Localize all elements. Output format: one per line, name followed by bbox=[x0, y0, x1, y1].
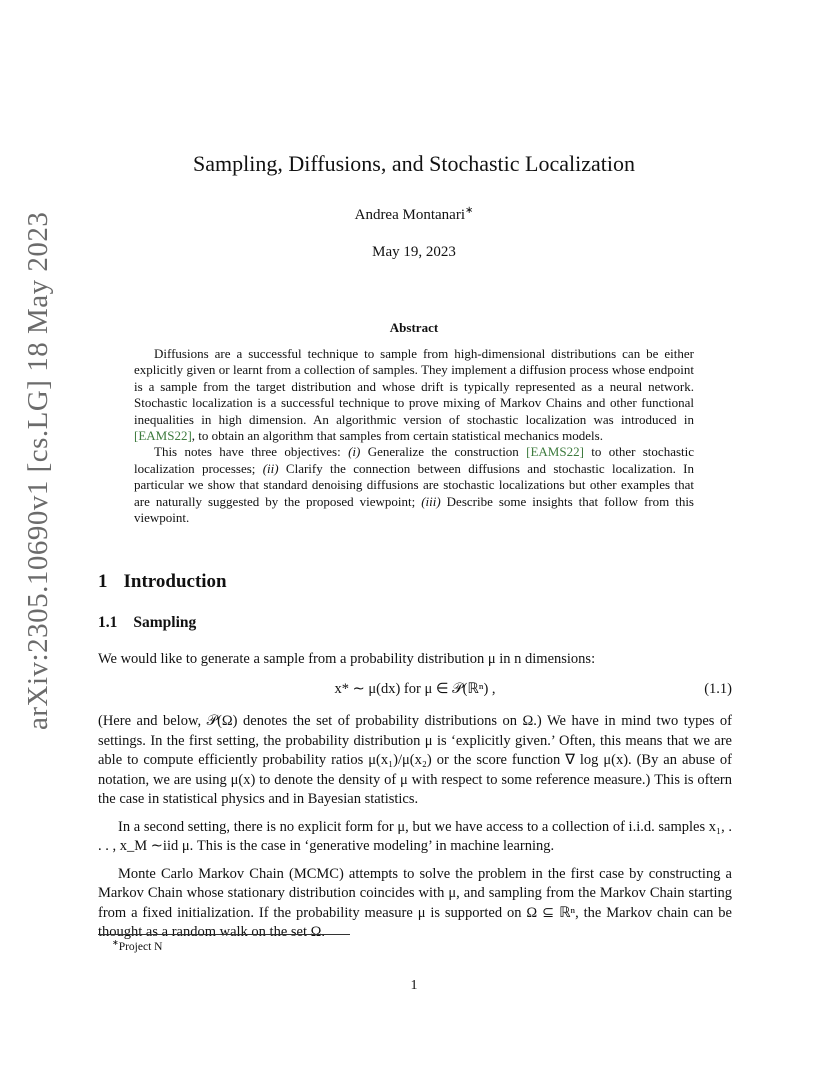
objective-marker: (iii) bbox=[421, 493, 441, 509]
subsection-heading-sampling bbox=[98, 614, 196, 632]
footnote-mark: ∗ bbox=[112, 938, 119, 947]
footnote-divider bbox=[98, 934, 350, 935]
citation-link[interactable]: [EAMS22] bbox=[134, 428, 192, 444]
objective-marker: (ii) bbox=[262, 460, 279, 476]
subsection-number: 1.1 bbox=[98, 614, 118, 631]
section-heading-introduction bbox=[98, 571, 227, 593]
paragraph-text: We would like to generate a sample from a probability distribution μ in n dimensions: bbox=[98, 651, 596, 667]
abstract-text: to other stochastic localization processes; bbox=[134, 444, 695, 476]
abstract-text: Clarify the connection between diffusions and stochastic localization. In particular we show that standard denoising diffusions are stochastic localizations but other examples that are naturally suggested by the proposed viewpoint; bbox=[134, 460, 694, 509]
abstract-text: , to obtain an algorithm that samples from certain statistical mechanics models. bbox=[191, 428, 603, 444]
abstract-heading: Abstract bbox=[389, 320, 439, 335]
abstract-text: Generalize the construction bbox=[360, 444, 527, 460]
citation-link[interactable]: [EAMS22] bbox=[526, 444, 584, 460]
footnote-text: Project N bbox=[118, 940, 163, 953]
section-number: 1 bbox=[98, 571, 108, 592]
author-name: Andrea Montanari bbox=[354, 207, 465, 223]
author-footnote-mark: ∗ bbox=[465, 205, 474, 216]
abstract-text: This notes have three objectives: bbox=[154, 444, 349, 460]
equation-body: x* ∼ μ(dx) for μ ∈ 𝒫(ℝⁿ) , bbox=[334, 681, 496, 697]
abstract-paragraph-1 bbox=[134, 346, 694, 444]
arxiv-sidebar-stamp: arXiv:2305.10690v1 [cs.LG] 18 May 2023 bbox=[22, 211, 54, 730]
body-paragraph-3: In a second setting, there is no explicit form for μ, but we have access to a collection of i.i.d. samples x₁, . . . , x_M ∼iid μ. This is the case in ‘generative modeling’ in machine learning. bbox=[98, 818, 732, 854]
body-text-block bbox=[98, 712, 732, 951]
section-title: Introduction bbox=[123, 571, 227, 592]
objective-marker: (i) bbox=[348, 444, 361, 460]
body-paragraph-1 bbox=[98, 650, 732, 678]
subsection-title: Sampling bbox=[133, 614, 197, 631]
body-paragraph-4: Monte Carlo Markov Chain (MCMC) attempts to solve the problem in the first case by constructing a Markov Chain whose stationary distribution coincides with μ, and sampling from the Markov Chain starting from a fixed initialization. If the probability measure μ is supported on Ω ⊆ ℝⁿ, the Markov chain can be thought as a random walk on the set Ω. bbox=[98, 865, 732, 940]
abstract-text: Describe some insights that follow from this viewpoint. bbox=[134, 493, 694, 526]
paper-title: Sampling, Diffusions, and Stochastic Localization bbox=[193, 151, 635, 176]
footnote bbox=[112, 938, 162, 953]
page-number: 1 bbox=[410, 978, 418, 993]
body-paragraph-2: (Here and below, 𝒫(Ω) denotes the set of probability distributions on Ω.) We have in mind two types of settings. In the first setting, the probability distribution μ is ‘explicitly given.’ Often, this means that we are able to compute efficiently probability ratios μ(x₁)/μ(x₂) or the score function ∇ log μ(x). (By an abuse of notation, we are using μ(x) to denote the density of μ with respect to some reference measure.) This is oftern the case in statistical physics and in Bayesian statistics. bbox=[98, 713, 732, 807]
paper-date: May 19, 2023 bbox=[372, 244, 456, 260]
author-line bbox=[0, 205, 828, 224]
abstract-paragraph-2 bbox=[134, 444, 694, 526]
abstract-text: Diffusions are a successful technique to sample from high-dimensional distributions can be either explicitly given or learnt from a collection of samples. They implement a diffusion process whose endpoint is a sample from the target distribution and whose drift is typically represented as a neural network. Stochastic localization is a successful technique to prove mixing of Markov Chains and other functional inequalities in high dimension. An algorithmic version of stochastic localization was introduced in bbox=[134, 346, 694, 427]
equation-number: (1.1) bbox=[704, 681, 732, 697]
abstract-body bbox=[134, 346, 694, 526]
